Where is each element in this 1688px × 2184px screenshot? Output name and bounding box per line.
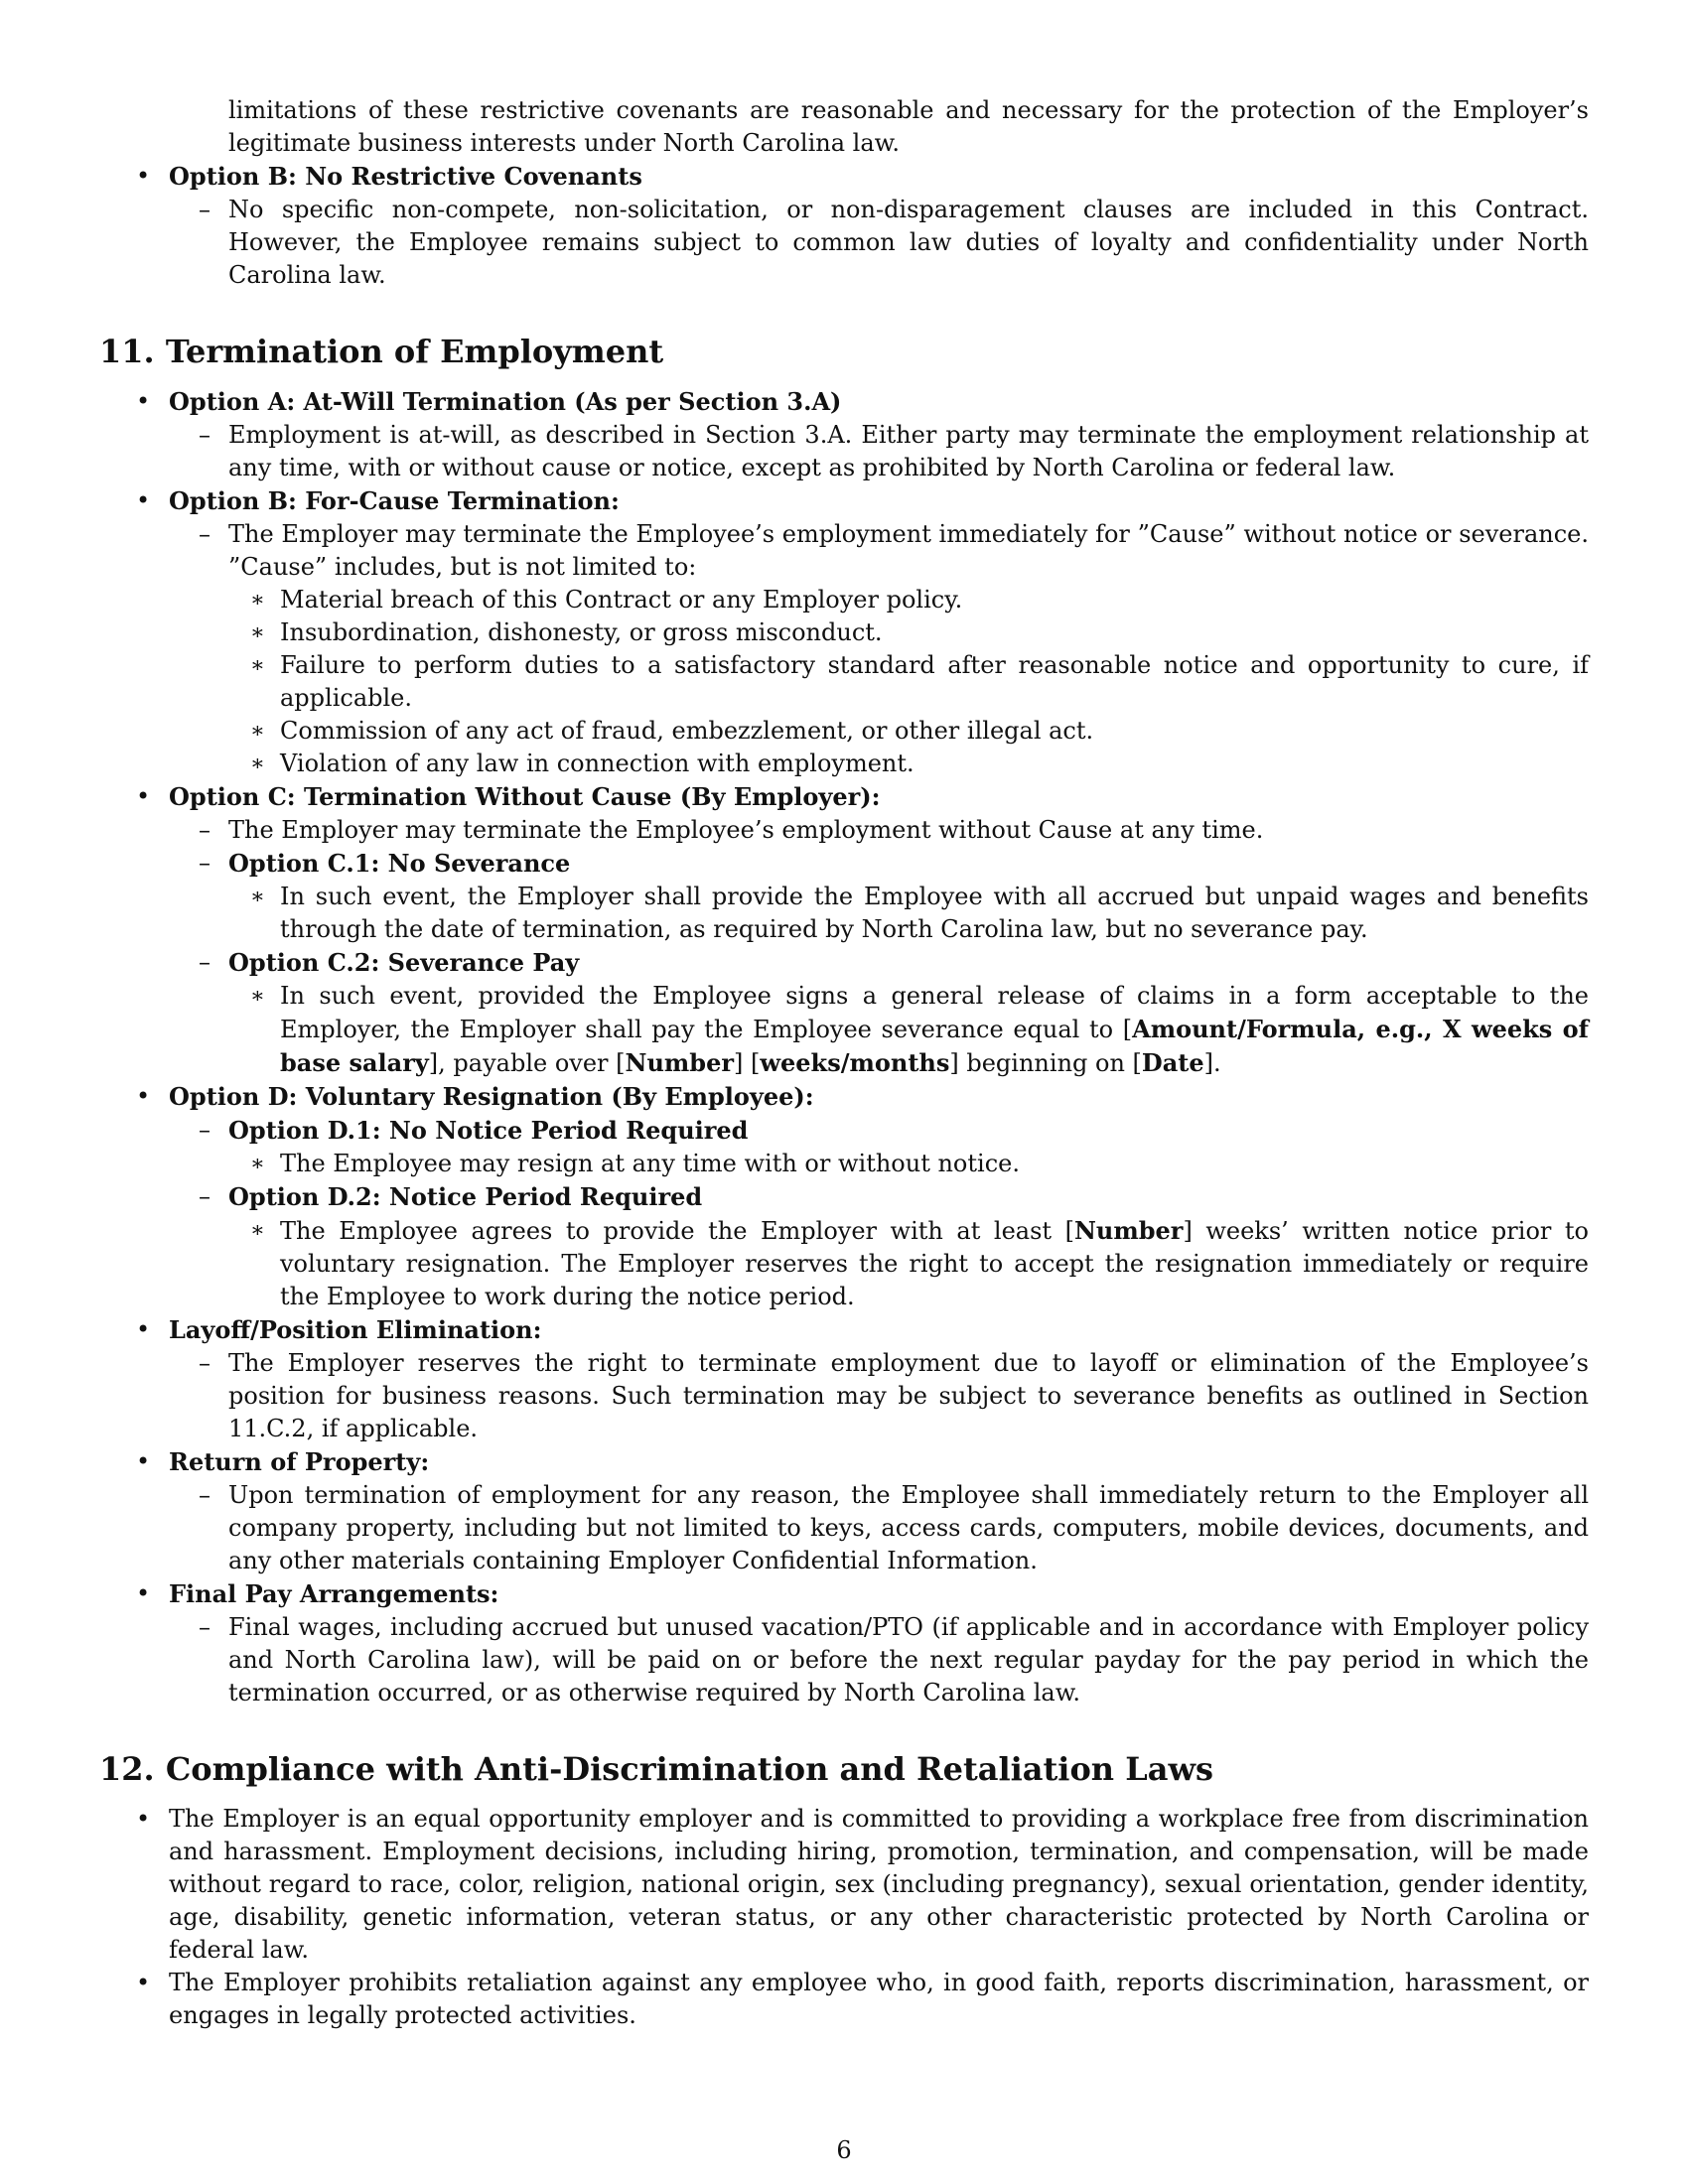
text-run: ] [ (734, 1049, 761, 1077)
dash-icon: – (199, 849, 211, 877)
list-item-retaliation (99, 1967, 1589, 2032)
continued-paragraph: limitations of these restrictive covenants are reasonable and necessary for the protection of the Employer’s legitimate business interests under North Carolina law. (228, 96, 1589, 157)
sub-sub-item (99, 1148, 1589, 1180)
list-item-layoff (99, 1313, 1589, 1347)
text-run: ]. (1203, 1049, 1221, 1077)
text-run: ] weeks’ written notice prior to voluntary resignation. The Employer reserves the right to accept the resignation immediately or require the Employee to work during the notice period. (280, 1217, 1590, 1310)
list-item-option-d (99, 1080, 1589, 1114)
sub-sub-item-text (280, 1217, 1589, 1310)
dash-icon: – (199, 1613, 211, 1641)
sub-sub-item-text (280, 982, 1589, 1077)
bullet-icon: • (136, 1315, 151, 1343)
cause-item (99, 616, 1589, 649)
asterisk-icon: ∗ (250, 719, 265, 744)
sub-item-text: Employment is at-will, as described in Section 3.A. Either party may terminate the employment relationship at any time, with or without cause or notice, except as prohibited by North Carolina or federal law. (228, 421, 1589, 481)
bullet-icon: • (136, 162, 151, 190)
sub-item-option-c2 (99, 946, 1589, 980)
sub-item-option-d2 (99, 1180, 1589, 1214)
sub-item (99, 1479, 1589, 1577)
bullet-icon: • (136, 486, 151, 514)
bullet-icon: • (136, 1447, 151, 1475)
sub-option-title: Option D.1: No Notice Period Required (228, 1116, 749, 1145)
sub-sub-item-text: In such event, the Employer shall provide the Employee with all accrued but unpaid wages and benefits through the date of termination, as required by North Carolina law, but no severance pay. (280, 883, 1589, 943)
section-heading-11: 11. Termination of Employment (99, 333, 664, 370)
asterisk-icon: ∗ (250, 1218, 265, 1243)
sub-item-text: Final wages, including accrued but unused vacation/PTO (if applicable and in accordance with Employer policy and North Carolina law), will be paid on or before the next regular payday for the pay period in which the termination occurred, or as otherwise required by North Carolina law. (228, 1613, 1589, 1706)
sub-sub-item (99, 1214, 1589, 1313)
text-run: ] beginning on [ (949, 1049, 1142, 1077)
dash-icon: – (199, 520, 211, 548)
cause-item (99, 748, 1589, 780)
text-run: The Employee agrees to provide the Employer with at least [ (280, 1217, 1074, 1245)
option-title: Option C: Termination Without Cause (By Employer): (169, 782, 881, 811)
sub-option-title: Option C.1: No Severance (228, 849, 571, 878)
dash-icon: – (199, 1116, 211, 1144)
sub-item (99, 419, 1589, 484)
list-item-option-c (99, 780, 1589, 814)
asterisk-icon: ∗ (250, 620, 265, 645)
bullet-icon: • (136, 1579, 151, 1607)
sub-option-title: Option C.2: Severance Pay (228, 948, 580, 977)
dash-icon: – (199, 948, 211, 976)
text-run: ], payable over [ (428, 1049, 626, 1077)
asterisk-icon: ∗ (250, 885, 265, 909)
sub-item (99, 814, 1589, 847)
asterisk-icon: ∗ (250, 588, 265, 613)
dash-icon: – (199, 196, 211, 223)
sub-item-text: The Employer may terminate the Employee’s employment without Cause at any time. (228, 816, 1264, 844)
option-title: Final Pay Arrangements: (169, 1579, 499, 1608)
list-item-option-b (99, 484, 1589, 518)
list-item-text: The Employer prohibits retaliation against any employee who, in good faith, reports discrimination, harassment, or engages in legally protected activities. (169, 1969, 1589, 2029)
list-item-equal-opportunity (99, 1803, 1589, 1967)
asterisk-icon: ∗ (250, 653, 265, 678)
cause-item (99, 584, 1589, 616)
placeholder-date: Date (1141, 1048, 1204, 1077)
sub-item-text: No specific non-compete, non-solicitation, or non-disparagement clauses are included in this Contract. However, the Employee remains subject to common law duties of loyalty and confidentiality under North Carolina law. (228, 196, 1589, 289)
section-heading-12: 12. Compliance with Anti-Discrimination and Retaliation Laws (99, 1750, 1213, 1788)
dash-icon: – (199, 1481, 211, 1509)
bullet-icon: • (136, 1805, 151, 1833)
dash-icon: – (199, 1349, 211, 1377)
cause-item (99, 715, 1589, 748)
asterisk-icon: ∗ (250, 984, 265, 1009)
option-title: Option D: Voluntary Resignation (By Employee): (169, 1082, 814, 1111)
sub-item-option-d1 (99, 1114, 1589, 1148)
placeholder-number: Number (625, 1048, 734, 1077)
list-item-final-pay (99, 1577, 1589, 1611)
sub-sub-item (99, 881, 1589, 946)
sub-sub-item-text: The Employee may resign at any time with or without notice. (280, 1150, 1020, 1177)
cause-item-text: Failure to perform duties to a satisfactory standard after reasonable notice and opportunity to cure, if applicable. (280, 651, 1589, 712)
sub-item-text: The Employer reserves the right to terminate employment due to layoff or elimination of the Employee’s position for business reasons. Such termination may be subject to severance benefits as outlined in Section 11.C.2, if applicable. (228, 1349, 1589, 1442)
bullet-icon: • (136, 1082, 151, 1110)
option-title: Option B: No Restrictive Covenants (169, 162, 642, 191)
document-page (99, 94, 1589, 2032)
cause-item-text: Violation of any law in connection with employment. (280, 750, 914, 777)
cause-item-text: Material breach of this Contract or any Employer policy. (280, 586, 963, 614)
dash-icon: – (199, 816, 211, 844)
placeholder-amount: Amount/Formula, e.g., X weeks of base salary (280, 1015, 1589, 1077)
asterisk-icon: ∗ (250, 1152, 265, 1176)
list-item-option-a (99, 385, 1589, 419)
bullet-icon: • (136, 782, 151, 810)
sub-sub-item (99, 980, 1589, 1080)
sub-item-option-c1 (99, 847, 1589, 881)
text-run: In such event, provided the Employee signs a general release of claims in a form acceptable to the Employer, the Employer shall pay the Employee severance equal to [ (280, 982, 1589, 1043)
bullet-icon: • (136, 1969, 151, 1996)
sub-item (99, 194, 1589, 292)
sub-item-text: The Employer may terminate the Employee’s employment immediately for ”Cause” without notice or severance. ”Cause” includes, but is not limited to: (228, 520, 1589, 581)
sub-item-text: Upon termination of employment for any reason, the Employee shall immediately return to the Employer all company property, including but not limited to keys, access cards, computers, mobile devices, documents, and any other materials containing Employer Confidential Information. (228, 1481, 1589, 1574)
dash-icon: – (199, 1182, 211, 1210)
list-item-text: The Employer is an equal opportunity employer and is committed to providing a workplace free from discrimination and harassment. Employment decisions, including hiring, promotion, termination, and compensation, will be made without regard to race, color, religion, national origin, sex (including pregnancy), sexual orientation, gender identity, age, disability, genetic information, veteran status, or any other characteristic protected by North Carolina or federal law. (169, 1805, 1589, 1964)
asterisk-icon: ∗ (250, 751, 265, 776)
option-title: Option A: At-Will Termination (As per Section 3.A) (169, 387, 842, 416)
list-item-option-b-covenants (99, 160, 1589, 194)
placeholder-number: Number (1073, 1216, 1184, 1245)
placeholder-period: weeks/months (760, 1048, 950, 1077)
sub-item (99, 1611, 1589, 1709)
option-title: Option B: For-Cause Termination: (169, 486, 620, 515)
bullet-icon: • (136, 387, 151, 415)
list-item-return-property (99, 1445, 1589, 1479)
sub-item (99, 518, 1589, 584)
option-title: Layoff/Position Elimination: (169, 1315, 542, 1344)
cause-item (99, 649, 1589, 715)
cause-item-text: Commission of any act of fraud, embezzlement, or other illegal act. (280, 717, 1094, 745)
cause-item-text: Insubordination, dishonesty, or gross misconduct. (280, 618, 883, 646)
page-number: 6 (836, 2136, 852, 2164)
dash-icon: – (199, 421, 211, 449)
sub-item (99, 1347, 1589, 1445)
sub-option-title: Option D.2: Notice Period Required (228, 1182, 703, 1211)
option-title: Return of Property: (169, 1447, 430, 1476)
